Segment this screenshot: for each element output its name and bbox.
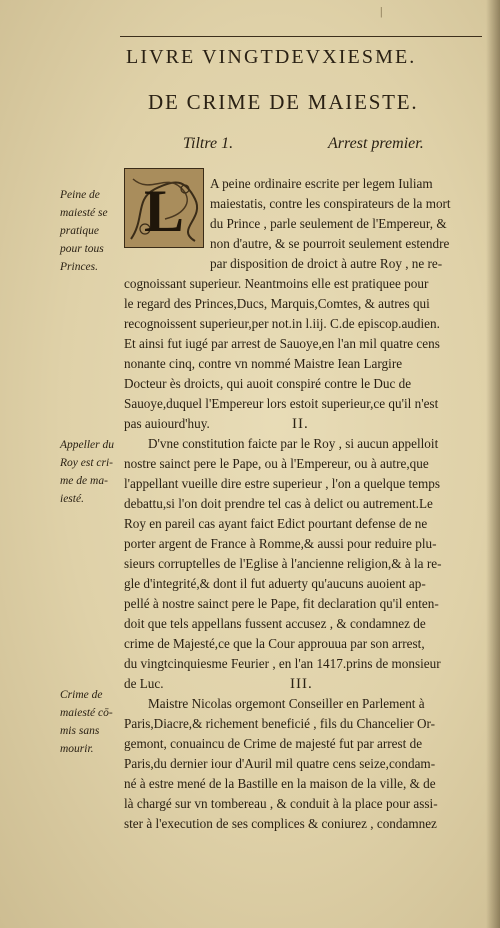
body-line: maiestatis, contre les conspirateurs de la mort [210,196,451,211]
body-line: l'appellant vueille dire estre superieur , l'on a quelque temps [124,476,441,491]
binding-shadow [486,0,500,928]
section-number: II. [292,416,309,432]
body-line: Paris,du dernier iour d'Auril mil quatre cens seize,condam- [124,756,436,771]
body-line: Roy en pareil cas ayant faict Edict pourtant defense de ne [124,516,428,531]
body-line: de Luc. [124,676,164,691]
ornament-icon [125,169,203,247]
body-line: nostre sainct pere le Pape, ou à l'Empereur, ou à autre,que [124,456,429,471]
body-line: porter argent de France à Romme,& aussi pour reduire plu- [124,536,437,551]
body-line: né à estre mené de la Bastille en la maison de la ville, & de [124,776,436,791]
body-line: Sauoye,duquel l'Empereur lors estoit superieur,ce qu'il n'est [124,396,439,411]
body-line: non d'autre, & se pourroit seulement estendre [210,236,450,251]
body-line: gemont, conuaincu de Crime de majesté fut par arrest de [124,736,423,751]
body-line: du vingtcinquiesme Feurier , en l'an 1417.prins de monsieur [124,656,441,671]
body-line: là chargé sur vn tombereau , & conduit à la place pour assi- [124,796,438,811]
body-line: nonante cinq, contre vn nommé Maistre Iean Largire [124,356,403,371]
body-line: Docteur ès droicts, qui auoit conspiré contre le Duc de [124,376,412,391]
body-line: cognoissant superieur. Neantmoins elle est pratiquee pour [124,276,429,291]
margin-note-3: Crime de maiesté cō- mis sans mourir. [60,689,113,755]
body-line: Maistre Nicolas orgemont Conseiller en Parlement à [148,696,425,711]
page-mark: | [380,4,383,18]
body-line: doit que tels appellans fussent accusez , & condamnez de [124,616,426,631]
margin-note-2: Appeller du Roy est cri- me de ma- iesté. [60,439,114,505]
body-line: gle d'integrité,& dont il fut aduerty qu'aucuns auoient ap- [124,576,426,591]
body-line: Paris,Diacre,& richement beneficié , fils du Chancelier Or- [124,716,435,731]
body-line: D'vne constitution faicte par le Roy , si aucun appelloit [148,436,439,451]
body-line: A peine ordinaire escrite per legem Iuliam [210,176,433,191]
body-line: du Prince , parle seulement de l'Empereur, & [210,216,447,231]
title-number: Tiltre 1. [183,135,234,152]
body-line: ster à l'execution de ses complices & coniurez , condamnez [124,816,437,831]
running-head: LIVRE VINGTDEVXIESME. [126,46,417,68]
margin-note-1: Peine de maiesté se pratique pour tous Princes. [60,189,108,273]
section-number: III. [290,676,313,692]
body-line: sieurs corruptelles de l'Eglise à l'ancienne religion,& à la re- [124,556,442,571]
body-line: Et ainsi fut iugé par arrest de Sauoye,en l'an mil quatre cens [124,336,440,351]
arrest-heading: Arrest premier. [328,135,424,152]
body-line: par disposition de droict à autre Roy , ne re- [210,256,443,271]
body-line: le regard des Princes,Ducs, Marquis,Comtes, & autres qui [124,296,430,311]
body-line: pas auiourd'huy. [124,416,210,431]
running-head-rule [120,36,482,37]
section-title: DE CRIME DE MAIESTE. [148,90,419,114]
body-line: recognoissent superieur,per not.in l.iij. C.de episcop.audien. [124,316,440,331]
decorated-initial [124,168,204,248]
initial-letter: L [143,178,185,244]
body-line: debattu,si l'on doit prendre tel cas à delict ou autrement.Le [124,496,433,511]
body-line: pellé à nostre sainct pere le Pape, fit declaration qu'il enten- [124,596,439,611]
body-line: crime de Majesté,ce que la Cour approuua par son arrest, [124,636,425,651]
